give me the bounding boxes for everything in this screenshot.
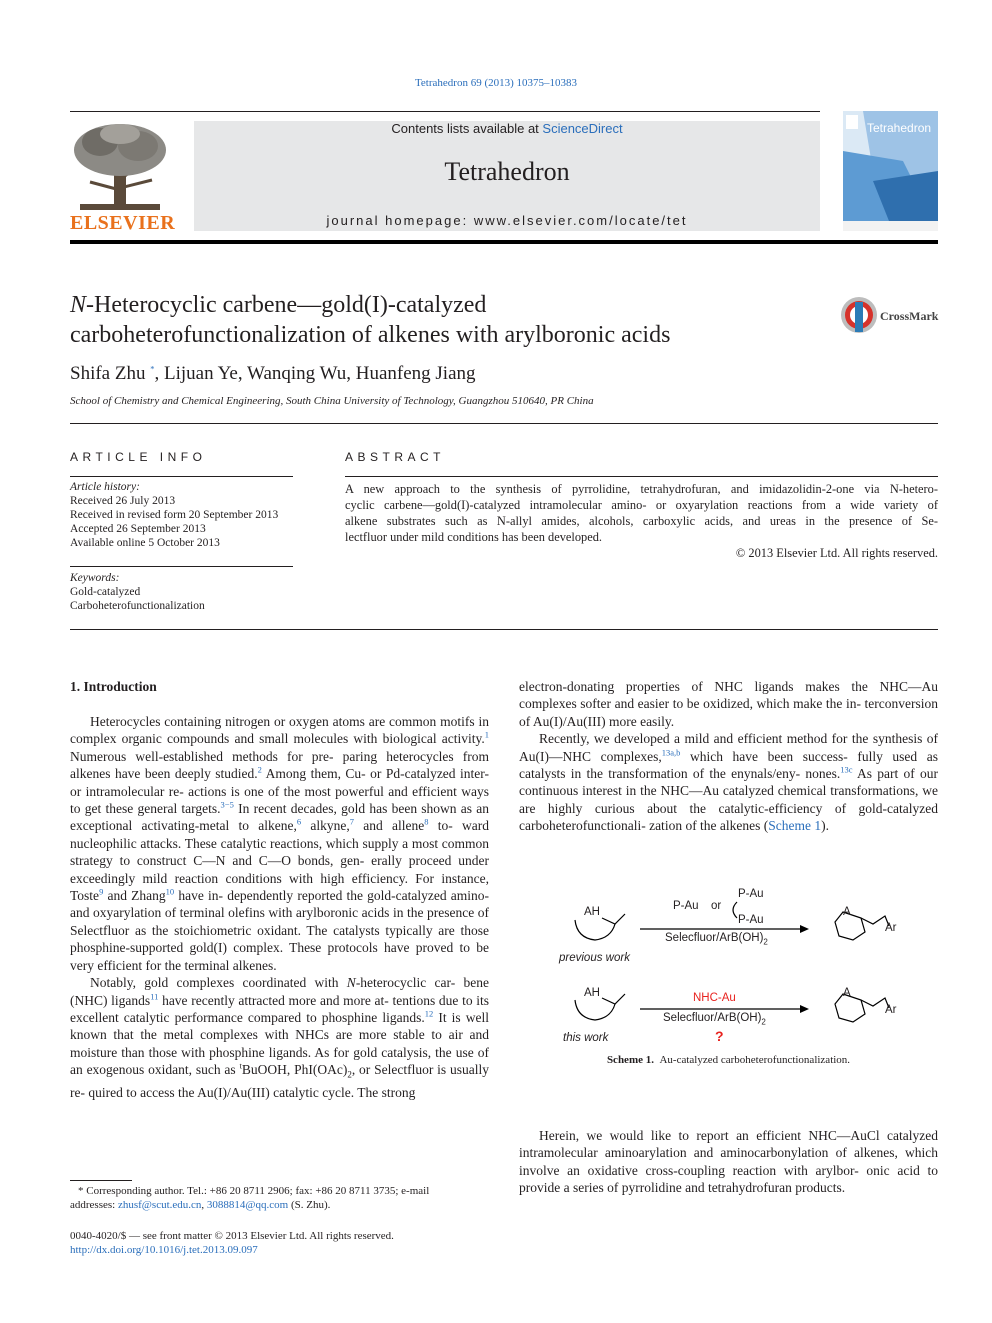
substrate-ah-label: AH <box>584 987 600 999</box>
history-accepted: Accepted 26 September 2013 <box>70 523 206 535</box>
journal-cover[interactable] <box>843 111 938 231</box>
reagent-bottom-text: Selecfluor/ArB(OH) <box>663 1012 762 1024</box>
ref-link[interactable]: 13c <box>840 764 853 775</box>
arrowhead-top <box>800 925 809 933</box>
contents-line <box>194 121 820 136</box>
text: which involve an oxidative cross-coupling reaction with arylbor- <box>519 1145 939 1178</box>
reagent-top-text: Selecfluor/ArB(OH) <box>665 932 764 944</box>
scheme-1-caption <box>519 1054 938 1066</box>
text: general targets. <box>137 801 221 817</box>
catalyst-nhc-au-label: NHC-Au <box>693 992 736 1004</box>
text: t <box>239 1060 242 1071</box>
text: actions is one of the most powerful and efficient ways to get these <box>70 783 489 817</box>
substrate-ah-label: AH <box>584 906 600 918</box>
scheme-1-link[interactable]: Scheme 1 <box>768 818 822 834</box>
reagent-bottom-subscript: 2 <box>761 1017 766 1027</box>
previous-work-label: previous work <box>559 952 630 964</box>
footnote-text: Corresponding author. Tel.: +86 20 8711 2906; fax: +86 20 8711 3735; e-mail <box>86 1185 430 1197</box>
intro-paragraph-1 <box>70 713 489 974</box>
abstract-rule <box>345 476 938 477</box>
intro-paragraph-2-continued <box>519 678 938 730</box>
text: dependently reported the gold-catalyzed amino- and oxyarylation <box>70 888 490 921</box>
intro-right-column <box>519 678 938 835</box>
article-history <box>70 480 310 550</box>
author-name[interactable]: Shifa Zhu <box>70 363 146 384</box>
text: of terminal olefins with arylboronic acids in the presence of <box>164 905 489 921</box>
text: high efficiency. For instance, Toste <box>70 870 490 904</box>
abstract-line: alkene substrates such as N-allyl amides, alcohols, carboxylic acids, and ureas in the presence of Se- <box>345 514 938 528</box>
title-line2: carboheterofunctionalization of alkenes with arylboronic acids <box>70 322 671 348</box>
text: It is well known that the metal complexes <box>70 1009 490 1043</box>
text: have in- <box>178 888 223 904</box>
footnote-suffix: (S. Zhu). <box>288 1199 331 1211</box>
intro-paragraph-2 <box>70 974 489 1102</box>
scheme-caption-label: Scheme 1. <box>606 1054 654 1066</box>
text: fully used as catalysts in the transformation of the enynals/eny- <box>519 748 939 782</box>
ref-link[interactable]: 7 <box>349 816 354 827</box>
text: catalyzed chemical transformations, we are highly curious about <box>519 783 939 816</box>
author-name[interactable]: Huanfeng Jiang <box>355 363 476 384</box>
ref-link[interactable]: 13a,b <box>661 747 681 758</box>
abstract-text <box>345 481 938 561</box>
reagent-top-label <box>665 932 768 946</box>
text: phosphine ligands. As for gold catalysis, the use of an exogenous <box>70 1044 489 1078</box>
history-revised: Received in revised form 20 September 2013 <box>70 509 279 521</box>
corresponding-footnote <box>70 1184 489 1212</box>
introduction-heading: 1. Introduction <box>70 679 157 694</box>
title-italic-n: N <box>70 292 87 318</box>
text: erally proceed under exceedingly mild reaction conditions with <box>70 853 490 886</box>
text: -heterocyclic car- <box>355 975 456 991</box>
product-a-label: A <box>843 987 851 999</box>
text: biological activity. <box>382 731 485 747</box>
intro-left-column <box>70 713 489 1102</box>
this-work-label: this work <box>563 1032 609 1044</box>
homepage-link[interactable]: www.elsevier.com/locate/tet <box>473 213 688 228</box>
text: Recently, we developed a mild and efficient method for the <box>539 731 869 747</box>
text: Notably, gold complexes coordinated with <box>90 975 347 991</box>
text: onic acid to provide a series of pyrrolidine and tetrahydrofuran <box>519 1162 939 1196</box>
catalyst-pau-a-label: P-Au <box>738 888 764 900</box>
text: alkyne, <box>310 818 350 834</box>
ref-link[interactable]: 2 <box>257 764 262 775</box>
journal-citation[interactable]: Tetrahedron 69 (2013) 10375–10383 <box>414 77 578 89</box>
crossmark-label: CrossMark <box>880 309 939 323</box>
intro-paragraph-4 <box>519 1127 938 1197</box>
history-online: Available online 5 October 2013 <box>70 537 220 549</box>
front-matter <box>70 1229 394 1257</box>
text: a most common strategy to construct C—N and C—O bonds, gen- <box>70 835 490 869</box>
ref-link[interactable]: 1 <box>484 729 489 740</box>
issn-line: 0040-4020/$ — see front matter © 2013 Elsevier Ltd. All rights reserved. <box>70 1230 394 1242</box>
text: Selectfluor as the stoichiometric oxidant. The catalysts typically are <box>70 922 455 938</box>
text: Herein, we would like to report an efficient NHC—AuCl catalyzed <box>539 1128 938 1143</box>
header-top-rule <box>70 111 820 112</box>
crossmark-icon <box>840 296 878 334</box>
text: have recently attracted more and more at- <box>162 992 389 1008</box>
product-a-label: A <box>843 906 851 918</box>
intro-right-column-lower <box>519 1127 938 1197</box>
intro-paragraph-3 <box>519 730 938 834</box>
text: , or Selectfluor is usually re- <box>70 1062 489 1101</box>
text: Heterocycles containing nitrogen or oxygen atoms are common <box>90 714 437 729</box>
product-ar-label: Ar <box>885 1004 897 1016</box>
scheme-caption-text: Au-catalyzed carboheterofunctionalization. <box>659 1054 851 1066</box>
ref-link[interactable]: 9 <box>99 886 104 897</box>
text: complexes softer and easier to be oxidized, which make the in- <box>519 696 861 712</box>
text: synthesis of Au(I)—NHC complexes, <box>519 731 939 764</box>
doi-link[interactable]: http://dx.doi.org/10.1016/j.tet.2013.09.097 <box>70 1244 258 1256</box>
footnote-rule <box>70 1180 132 1181</box>
journal-homepage <box>194 213 820 228</box>
text: nones. <box>805 766 841 782</box>
text: phosphine ligands. <box>321 1009 425 1025</box>
text: intramolecular aminoarylation and aminocarbonylation of alkenes, <box>519 1145 898 1161</box>
ref-link[interactable]: 6 <box>296 816 302 827</box>
keywords-label: Keywords: <box>70 572 120 584</box>
text: In recent decades, gold has been shown as an <box>238 801 490 817</box>
cover-title: Tetrahedron <box>867 121 932 135</box>
substrate-bottom-structure <box>575 994 625 1020</box>
email-link[interactable]: 3088814@qq.com <box>206 1199 289 1211</box>
text: Among them, Cu- or Pd-catalyzed inter- or intramolecular re- <box>70 766 489 799</box>
text: proved to be very efficient for the terminal alkenes. <box>70 940 489 973</box>
ref-link[interactable]: 11 <box>150 991 159 1001</box>
affiliation: School of Chemistry and Chemical Engineering, South China University of Technology, Guangzhou 510640, PR China <box>70 395 594 407</box>
elsevier-wordmark: ELSEVIER <box>70 212 176 234</box>
author-name[interactable]: Wanqing Wu <box>247 363 347 384</box>
abstract-bottom-rule <box>70 629 938 630</box>
text: motifs in complex organic compounds and small molecules with <box>70 714 489 747</box>
email-link[interactable]: zhusf@scut.edu.cn <box>117 1199 202 1211</box>
history-label: Article history: <box>70 481 140 493</box>
bidentate-bracket <box>733 902 737 918</box>
text: the catalytic-efficiency of gold-catalyzed carboheterofunctionali- <box>519 800 938 834</box>
keyword: Carboheterofunctionalization <box>70 600 205 612</box>
abstract-copyright: © 2013 Elsevier Ltd. All rights reserved. <box>735 546 938 560</box>
affiliation-rule <box>70 423 938 424</box>
reagent-bottom-label <box>663 1012 766 1026</box>
text: N <box>346 975 356 991</box>
text: which have been success- <box>689 748 848 764</box>
journal-title: Tetrahedron <box>444 157 570 186</box>
ref-link[interactable]: 8 <box>424 816 429 827</box>
text: bene (NHC) ligands <box>70 975 490 1008</box>
text: products. <box>795 1180 846 1196</box>
homepage-prefix: journal homepage: <box>326 213 474 228</box>
question-mark-label: ? <box>715 1028 724 1044</box>
keyword: Gold-catalyzed <box>70 586 141 598</box>
corresponding-author-mark[interactable]: * <box>150 363 155 374</box>
footnote-mark: * <box>78 1185 84 1197</box>
ref-link[interactable]: 3−5 <box>220 799 234 810</box>
keywords <box>70 571 310 613</box>
arrowhead-bottom <box>800 1005 809 1013</box>
text: and Zhang <box>107 888 166 904</box>
text: to- <box>437 818 453 834</box>
catalyst-pau-b-label: P-Au <box>738 914 764 926</box>
text: BuOOH, PhI(OAc) <box>241 1062 348 1078</box>
text: paring heterocycles from alkenes have been deeply studied. <box>70 748 490 782</box>
header-bottom-rule <box>70 240 938 244</box>
crossmark-badge[interactable] <box>840 296 940 336</box>
text: ). <box>821 818 830 834</box>
article-info-heading: ARTICLE INFO <box>70 450 207 464</box>
reagent-top-subscript: 2 <box>763 937 768 947</box>
text: oxidant, such as <box>148 1062 240 1078</box>
product-ar-label: Ar <box>885 922 897 934</box>
article-title <box>70 290 810 350</box>
catalyst-pau-label: P-Au <box>673 900 699 912</box>
ref-link[interactable]: 12 <box>424 1008 434 1019</box>
elsevier-tree-icon <box>70 120 170 212</box>
text: exceptional activating-metal to alkene, <box>70 818 297 834</box>
journal-banner <box>194 121 820 231</box>
scheme-1 <box>555 880 915 1050</box>
abstract-line: A new approach to the synthesis of pyrrolidine, tetrahydrofuran, and imidazolidin-2-one via N-hetero- <box>345 482 938 496</box>
ref-link[interactable]: 10 <box>165 886 175 897</box>
abstract-line: lectfluor under mild conditions has been developed. <box>345 530 603 544</box>
contents-prefix: Contents lists available at <box>391 121 543 136</box>
abstract-heading: ABSTRACT <box>345 450 446 464</box>
text: tentions due to its excellent catalytic performance compared to <box>70 992 490 1025</box>
author-list: Shifa Zhu *, Lijuan Ye, Wanqing Wu, Huanfeng Jiang <box>70 363 476 384</box>
text: ward nucleophilic attacks. These catalytic reactions, which supply <box>70 818 489 851</box>
text: quired to access the Au(I)/Au(III) catalytic cycle. The strong <box>88 1085 416 1101</box>
or-label: or <box>711 900 722 912</box>
footnote-addresses: addresses: <box>70 1199 118 1211</box>
text: those phosphine-supported gold(I) complex. These protocols have <box>70 922 490 956</box>
text: zation of the alkenes ( <box>649 818 769 834</box>
text: terconversion of Au(I)/Au(III) more easily. <box>519 696 938 729</box>
text: As part of our continuous interest in the NHC—Au <box>519 766 939 799</box>
elsevier-logo[interactable] <box>70 120 170 212</box>
sciencedirect-link[interactable]: ScienceDirect <box>542 121 623 136</box>
abstract-line: cyclic carbene—gold(I)-catalyzed intramolecular amino- or oxyarylation reactions from a wide variety of <box>345 498 938 512</box>
text: 2 <box>347 1069 352 1080</box>
substrate-top-structure <box>575 914 625 940</box>
text: with NHCs are more stable to air and moisture than those with <box>70 1027 490 1060</box>
text: electron-donating properties of NHC ligands makes the NHC—Au <box>519 679 938 694</box>
author-name[interactable]: Lijuan Ye <box>163 363 238 384</box>
history-received: Received 26 July 2013 <box>70 495 176 507</box>
keywords-rule <box>70 566 293 567</box>
article-info-rule <box>70 476 293 477</box>
email-separator: , <box>201 1199 207 1211</box>
text: and allene <box>363 818 425 834</box>
text: Numerous well-established methods for pre- <box>70 748 334 764</box>
title-line1: -Heterocyclic carbene—gold(I)-catalyzed <box>86 292 487 318</box>
